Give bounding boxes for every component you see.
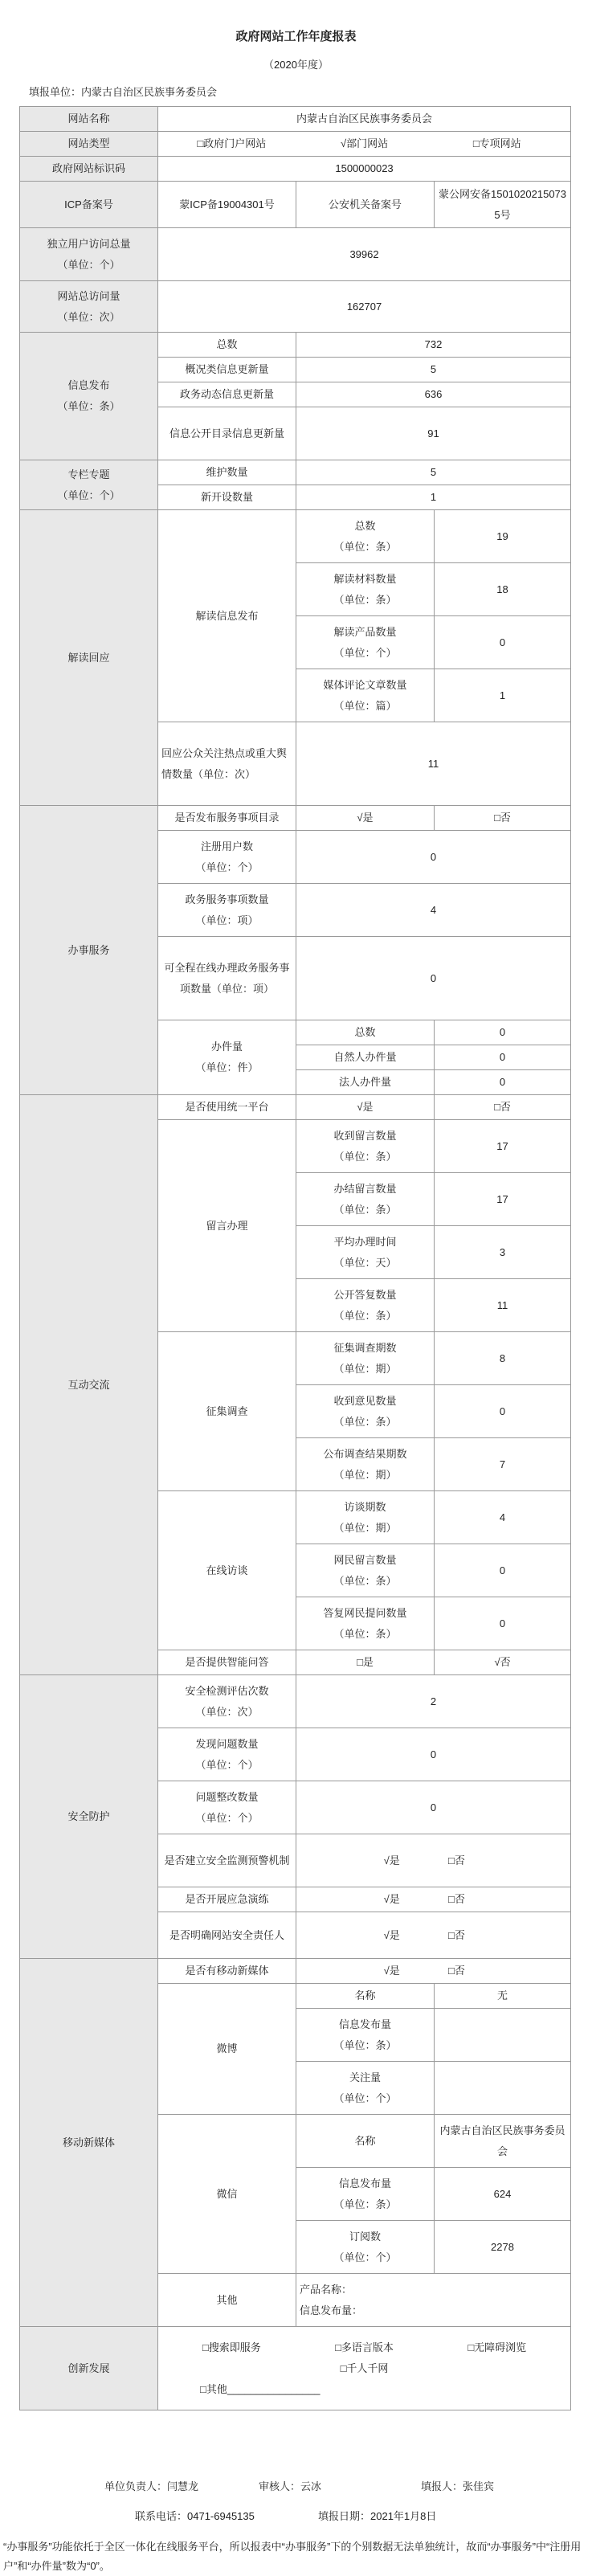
talk-reply-label: 答复网民提问数量 (323, 1606, 407, 1619)
wechat-sub-unit: （单位：个） (333, 2251, 397, 2263)
table-row (20, 132, 571, 157)
interp-hot: 11 (296, 722, 571, 806)
info-overview-label: 概况类信息更新量 (158, 358, 296, 382)
survey-label: 征集调查 (158, 1332, 296, 1491)
interp-hot-label: 回应公众关注热点或重大舆情数量（单位：次） (158, 722, 296, 806)
topic-label: 专栏专题 (67, 468, 110, 480)
survey-result-unit: （单位：期） (333, 1468, 397, 1481)
talk-reply-label-cell (296, 1597, 435, 1650)
report-table (19, 106, 571, 2410)
survey-opinion: 0 (435, 1385, 571, 1438)
unit-head: 单位负责人：闫慧龙 (104, 2480, 199, 2492)
uv-unit: （单位：个） (57, 258, 120, 271)
smart-label: 是否提供智能问答 (158, 1650, 296, 1675)
innov-search: □搜索即服务 (202, 2341, 261, 2353)
table-row (20, 281, 571, 333)
talk-count-label-cell (296, 1491, 435, 1544)
wechat-name: 内蒙古自治区民族事务委员会 (435, 2115, 571, 2168)
sec-eval: 2 (296, 1675, 571, 1728)
sec-label: 安全防护 (20, 1675, 158, 1959)
interp-label: 解读回应 (20, 510, 158, 806)
interp-total: 19 (435, 510, 571, 563)
talk-msg-label: 网民留言数量 (333, 1553, 397, 1566)
talk-label: 在线访谈 (158, 1491, 296, 1650)
sec-fixed: 0 (296, 1781, 571, 1834)
mob-has-yes: √是 (383, 1965, 400, 1977)
footnote: “办事服务”功能依托于全区一体化在线服务平台，所以报表中“办事服务”下的个别数据无法单独统计，故而“办事服务”中“注册用户”和“办件量”数为“0”。 (3, 2541, 582, 2572)
wechat-sub: 2278 (435, 2221, 571, 2274)
inter-platform-label: 是否使用统一平台 (158, 1095, 296, 1120)
uv-label-cell (20, 228, 158, 281)
table-row (20, 510, 571, 563)
icp-label: ICP备案号 (20, 182, 158, 228)
msg-label: 留言办理 (158, 1120, 296, 1332)
info-unit: （单位：条） (57, 400, 120, 412)
survey-result-label-cell (296, 1438, 435, 1491)
info-total: 732 (296, 333, 571, 358)
report-year: （2020年度） (263, 59, 329, 71)
topic-label-cell (20, 460, 158, 510)
topic-unit: （单位：个） (57, 489, 120, 501)
smart-yes: □是 (296, 1650, 435, 1675)
msg-public-label: 公开答复数量 (333, 1288, 397, 1301)
talk-count-unit: （单位：期） (333, 1521, 397, 1534)
svc-reg-label-cell (158, 831, 296, 884)
table-row (20, 1675, 571, 1728)
sec-warn-label: 是否建立安全监测预警机制 (158, 1834, 296, 1887)
weibo-fans (435, 2062, 571, 2115)
pv-label: 网站总访问量 (57, 289, 120, 302)
weibo-name: 无 (435, 1984, 571, 2009)
wechat-pub: 624 (435, 2168, 571, 2221)
interp-total-unit: （单位：条） (333, 540, 397, 553)
info-label: 信息发布 (67, 379, 110, 391)
msg-done: 17 (435, 1173, 571, 1226)
uv-value: 39962 (158, 228, 571, 281)
innov-lang: □多语言版本 (335, 2341, 394, 2353)
interp-product-label-cell (296, 616, 435, 669)
site-type (158, 132, 571, 157)
innov-other: □其他________________ (200, 2382, 320, 2395)
survey-count: 8 (435, 1332, 571, 1385)
table-row (20, 157, 571, 182)
wechat-pub-label: 信息发布量 (338, 2177, 391, 2190)
survey-result-label: 公布调查结果期数 (323, 1447, 407, 1460)
talk-count: 4 (435, 1491, 571, 1544)
msg-public: 11 (435, 1279, 571, 1332)
weibo-label: 微博 (158, 1984, 296, 2115)
info-open: 91 (296, 407, 571, 460)
sec-owner-no: □否 (447, 1928, 465, 1941)
topic-maintain: 5 (296, 460, 571, 485)
interp-pub-label: 解读信息发布 (158, 510, 296, 722)
survey-opinion-unit: （单位：条） (333, 1415, 397, 1428)
msg-public-unit: （单位：条） (333, 1309, 397, 1322)
sec-found-label-cell (158, 1728, 296, 1781)
wechat-pub-label-cell (296, 2168, 435, 2221)
table-row (20, 107, 571, 132)
talk-msg-label-cell (296, 1544, 435, 1597)
filler-person: 填报人：张佳宾 (421, 2480, 495, 2492)
topic-maintain-label: 维护数量 (158, 460, 296, 485)
msg-done-label: 办结留言数量 (333, 1182, 397, 1195)
sec-warn-options (296, 1834, 571, 1887)
sec-drill-options (296, 1887, 571, 1912)
svc-count-label-cell (158, 1020, 296, 1095)
innov-custom: □千人千网 (340, 2361, 389, 2374)
report-title: 政府网站工作年度报表 (235, 30, 357, 43)
info-label-cell (20, 333, 158, 460)
sec-eval-label: 安全检测评估次数 (185, 1684, 269, 1697)
wechat-name-label: 名称 (296, 2115, 435, 2168)
type-special-option: □专项网站 (472, 137, 521, 149)
svc-count-unit: （单位：件） (195, 1061, 259, 1073)
info-total-label: 总数 (158, 333, 296, 358)
pv-unit: （单位：次） (57, 310, 120, 323)
svc-legal: 0 (435, 1070, 571, 1095)
site-type-label: 网站类型 (20, 132, 158, 157)
msg-recv-unit: （单位：条） (333, 1150, 397, 1163)
msg-time: 3 (435, 1226, 571, 1279)
weibo-name-label: 名称 (296, 1984, 435, 2009)
interp-total-label: 总数 (354, 519, 376, 532)
sec-owner-label: 是否明确网站安全责任人 (158, 1912, 296, 1959)
other-label: 其他 (158, 2274, 296, 2327)
sec-found-unit: （单位：个） (195, 1758, 259, 1771)
mob-label: 移动新媒体 (20, 1959, 158, 2327)
msg-time-label-cell (296, 1226, 435, 1279)
interp-material: 18 (435, 563, 571, 616)
table-row (20, 2327, 571, 2410)
interp-material-label: 解读材料数量 (333, 572, 397, 585)
icp-number: 蒙ICP备19004301号 (158, 182, 296, 228)
interp-material-label-cell (296, 563, 435, 616)
sec-fixed-unit: （单位：个） (195, 1811, 259, 1824)
sec-drill-yes: √是 (383, 1893, 400, 1905)
filling-unit: 填报单位：内蒙古自治区民族事务委员会 (29, 86, 218, 98)
talk-count-label: 访谈期数 (344, 1500, 386, 1513)
msg-done-unit: （单位：条） (333, 1203, 397, 1216)
svc-legal-label: 法人办件量 (296, 1070, 435, 1095)
other-product: 产品名称： (300, 2283, 353, 2296)
msg-recv: 17 (435, 1120, 571, 1173)
mob-has-options (296, 1959, 571, 1984)
talk-msg: 0 (435, 1544, 571, 1597)
topic-new: 1 (296, 485, 571, 510)
psb-label: 公安机关备案号 (296, 182, 435, 228)
svc-label: 办事服务 (20, 806, 158, 1095)
uv-label: 独立用户访问总量 (47, 237, 131, 250)
svc-person-label: 自然人办件量 (296, 1045, 435, 1070)
other-pub: 信息发布量： (300, 2304, 363, 2316)
sec-owner-options (296, 1912, 571, 1959)
svc-reg-label: 注册用户数 (200, 840, 253, 853)
info-dynamic-label: 政务动态信息更新量 (158, 382, 296, 407)
survey-count-unit: （单位：期） (333, 1362, 397, 1375)
interp-media-label-cell (296, 669, 435, 722)
wechat-label: 微信 (158, 2115, 296, 2274)
svc-person: 0 (435, 1045, 571, 1070)
site-code: 1500000023 (158, 157, 571, 182)
svc-items-unit: （单位：项） (195, 914, 259, 926)
svc-items-label-cell (158, 884, 296, 937)
survey-count-label-cell (296, 1332, 435, 1385)
mob-has-no: □否 (447, 1965, 465, 1977)
wechat-pub-unit: （单位：条） (333, 2198, 397, 2210)
talk-reply-unit: （单位：条） (333, 1627, 397, 1640)
interp-product-label: 解读产品数量 (333, 625, 397, 638)
type-portal-option: □政府门户网站 (197, 137, 267, 149)
topic-new-label: 新开设数量 (158, 485, 296, 510)
smart-no: √否 (435, 1650, 571, 1675)
weibo-pub (435, 2009, 571, 2062)
msg-public-label-cell (296, 1279, 435, 1332)
weibo-fans-label-cell (296, 2062, 435, 2115)
table-row (20, 182, 571, 228)
inter-platform-yes: √是 (296, 1095, 435, 1120)
survey-result: 7 (435, 1438, 571, 1491)
other-cell (296, 2274, 571, 2327)
talk-reply: 0 (435, 1597, 571, 1650)
svc-reg-unit: （单位：个） (195, 861, 259, 873)
info-overview: 5 (296, 358, 571, 382)
sec-warn-no: □否 (447, 1854, 465, 1867)
survey-opinion-label-cell (296, 1385, 435, 1438)
interp-product-unit: （单位：个） (333, 646, 397, 659)
table-row (20, 1959, 571, 1984)
svc-online: 0 (296, 937, 571, 1020)
inter-platform-no: □否 (435, 1095, 571, 1120)
sec-owner-yes: √是 (383, 1928, 400, 1941)
msg-time-unit: （单位：天） (333, 1256, 397, 1269)
svc-dir-no: □否 (435, 806, 571, 831)
svc-reg: 0 (296, 831, 571, 884)
info-dynamic: 636 (296, 382, 571, 407)
sec-found: 0 (296, 1728, 571, 1781)
site-code-label: 政府网站标识码 (20, 157, 158, 182)
weibo-fans-label: 关注量 (349, 2071, 381, 2083)
table-row (20, 228, 571, 281)
weibo-pub-label: 信息发布量 (338, 2018, 391, 2030)
survey-count-label: 征集调查期数 (333, 1341, 397, 1354)
sec-eval-unit: （单位：次） (195, 1705, 259, 1718)
msg-done-label-cell (296, 1173, 435, 1226)
svc-count-label: 办件量 (210, 1041, 243, 1053)
wechat-sub-label: 订阅数 (349, 2230, 381, 2243)
site-name-label: 网站名称 (20, 107, 158, 132)
table-row (20, 333, 571, 358)
table-row (20, 1095, 571, 1120)
reviewer: 审核人：云冰 (259, 2480, 322, 2492)
innov-options (158, 2327, 571, 2410)
table-row (20, 806, 571, 831)
fill-date: 填报日期：2021年1月8日 (318, 2510, 437, 2522)
svc-dir-yes: √是 (296, 806, 435, 831)
sec-drill-no: □否 (447, 1893, 465, 1905)
survey-opinion-label: 收到意见数量 (333, 1394, 397, 1407)
pv-value: 162707 (158, 281, 571, 333)
interp-media-label: 媒体评论文章数量 (323, 678, 407, 691)
mob-has-label: 是否有移动新媒体 (158, 1959, 296, 1984)
site-name: 内蒙古自治区民族事务委员会 (158, 107, 571, 132)
innov-access: □无障碍浏览 (467, 2341, 527, 2353)
info-open-label: 信息公开目录信息更新量 (158, 407, 296, 460)
msg-recv-label-cell (296, 1120, 435, 1173)
sec-fixed-label: 问题整改数量 (195, 1790, 259, 1803)
table-row (20, 460, 571, 485)
sec-eval-label-cell (158, 1675, 296, 1728)
sec-fixed-label-cell (158, 1781, 296, 1834)
interp-media-unit: （单位：篇） (333, 699, 397, 712)
interp-total-label-cell (296, 510, 435, 563)
svc-online-label: 可全程在线办理政务服务事项数量（单位：项） (158, 937, 296, 1020)
svc-total-label: 总数 (296, 1020, 435, 1045)
interp-product: 0 (435, 616, 571, 669)
wechat-sub-label-cell (296, 2221, 435, 2274)
innov-label: 创新发展 (20, 2327, 158, 2410)
interp-material-unit: （单位：条） (333, 593, 397, 606)
weibo-fans-unit: （单位：个） (333, 2091, 397, 2104)
contact-phone: 联系电话：0471-6945135 (135, 2510, 255, 2522)
inter-label: 互动交流 (20, 1095, 158, 1675)
interp-media: 1 (435, 669, 571, 722)
sec-warn-yes: √是 (383, 1854, 400, 1867)
psb-number: 蒙公网安备15010202150735号 (435, 182, 571, 228)
svc-total: 0 (435, 1020, 571, 1045)
svc-dir-label: 是否发布服务事项目录 (158, 806, 296, 831)
msg-time-label: 平均办理时间 (333, 1235, 397, 1248)
sec-drill-label: 是否开展应急演练 (158, 1887, 296, 1912)
svc-items-label: 政务服务事项数量 (185, 893, 269, 906)
msg-recv-label: 收到留言数量 (333, 1129, 397, 1142)
svc-items: 4 (296, 884, 571, 937)
pv-label-cell (20, 281, 158, 333)
weibo-pub-unit: （单位：条） (333, 2038, 397, 2051)
talk-msg-unit: （单位：条） (333, 1574, 397, 1587)
sec-found-label: 发现问题数量 (195, 1737, 259, 1750)
weibo-pub-label-cell (296, 2009, 435, 2062)
type-dept-option: √部门网站 (340, 137, 389, 149)
